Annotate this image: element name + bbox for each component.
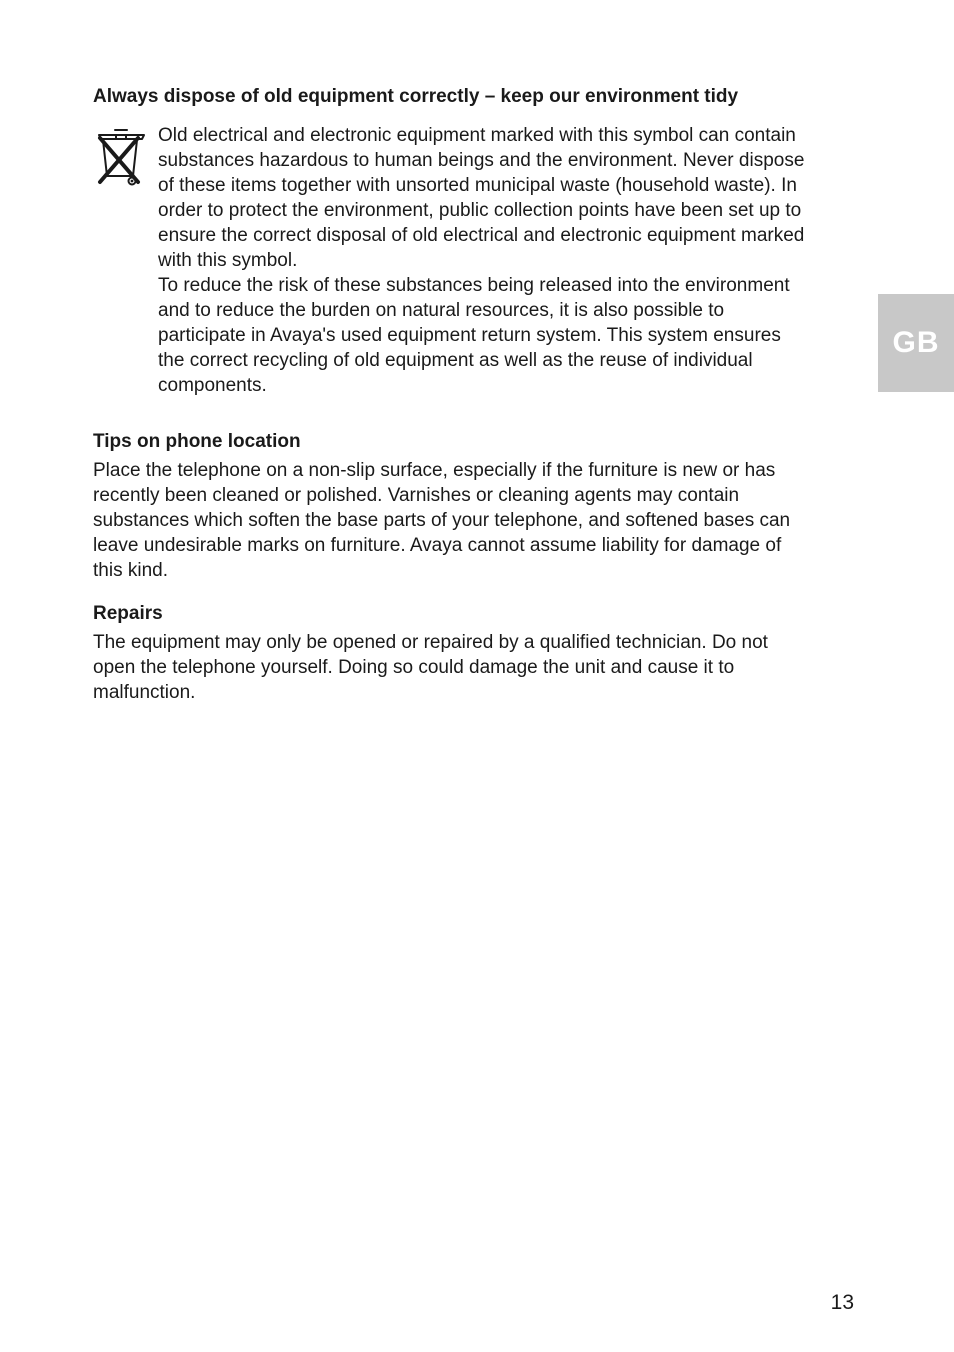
text-line: order to protect the environment, public collection points have been set up to bbox=[158, 200, 802, 221]
text-line: and to reduce the burden on natural resources, it is also possible to bbox=[158, 300, 725, 321]
repairs-paragraph bbox=[93, 630, 853, 705]
text-line: Place the telephone on a non-slip surface, especially if the furniture is new or has bbox=[93, 460, 776, 481]
text-line: substances hazardous to human beings and the environment. Never dispose bbox=[158, 150, 805, 171]
text-line: participate in Avaya's used equipment return system. This system ensures bbox=[158, 325, 781, 346]
text-line: substances which soften the base parts of your telephone, and softened bases can bbox=[93, 510, 791, 531]
text-line: of these items together with unsorted municipal waste (household waste). In bbox=[158, 175, 797, 196]
text-line: open the telephone yourself. Doing so could damage the unit and cause it to bbox=[93, 657, 735, 678]
text-line: the correct recycling of old equipment as well as the reuse of individual bbox=[158, 350, 753, 371]
text-line: malfunction. bbox=[93, 682, 196, 703]
phone-location-paragraph bbox=[93, 458, 853, 583]
crossed-out-wheelie-bin-icon bbox=[95, 126, 147, 188]
phone-location-heading: Tips on phone location bbox=[93, 431, 301, 452]
disposal-paragraph bbox=[158, 123, 858, 398]
text-line: recently been cleaned or polished. Varnishes or cleaning agents may contain bbox=[93, 485, 740, 506]
text-line: ensure the correct disposal of old electrical and electronic equipment marked bbox=[158, 225, 805, 246]
page-number: 13 bbox=[830, 1291, 854, 1314]
text-line: this kind. bbox=[93, 560, 168, 581]
text-line: components. bbox=[158, 375, 267, 396]
text-line: To reduce the risk of these substances being released into the environment bbox=[158, 275, 790, 296]
repairs-heading: Repairs bbox=[93, 603, 163, 624]
text-line: leave undesirable marks on furniture. Avaya cannot assume liability for damage of bbox=[93, 535, 782, 556]
text-line: Old electrical and electronic equipment marked with this symbol can contain bbox=[158, 125, 796, 146]
language-tab-label: GB bbox=[892, 326, 940, 359]
text-line: The equipment may only be opened or repaired by a qualified technician. Do not bbox=[93, 632, 768, 653]
disposal-heading: Always dispose of old equipment correctly – keep our environment tidy bbox=[93, 86, 739, 107]
language-tab bbox=[878, 294, 954, 392]
text-line: with this symbol. bbox=[158, 250, 298, 271]
